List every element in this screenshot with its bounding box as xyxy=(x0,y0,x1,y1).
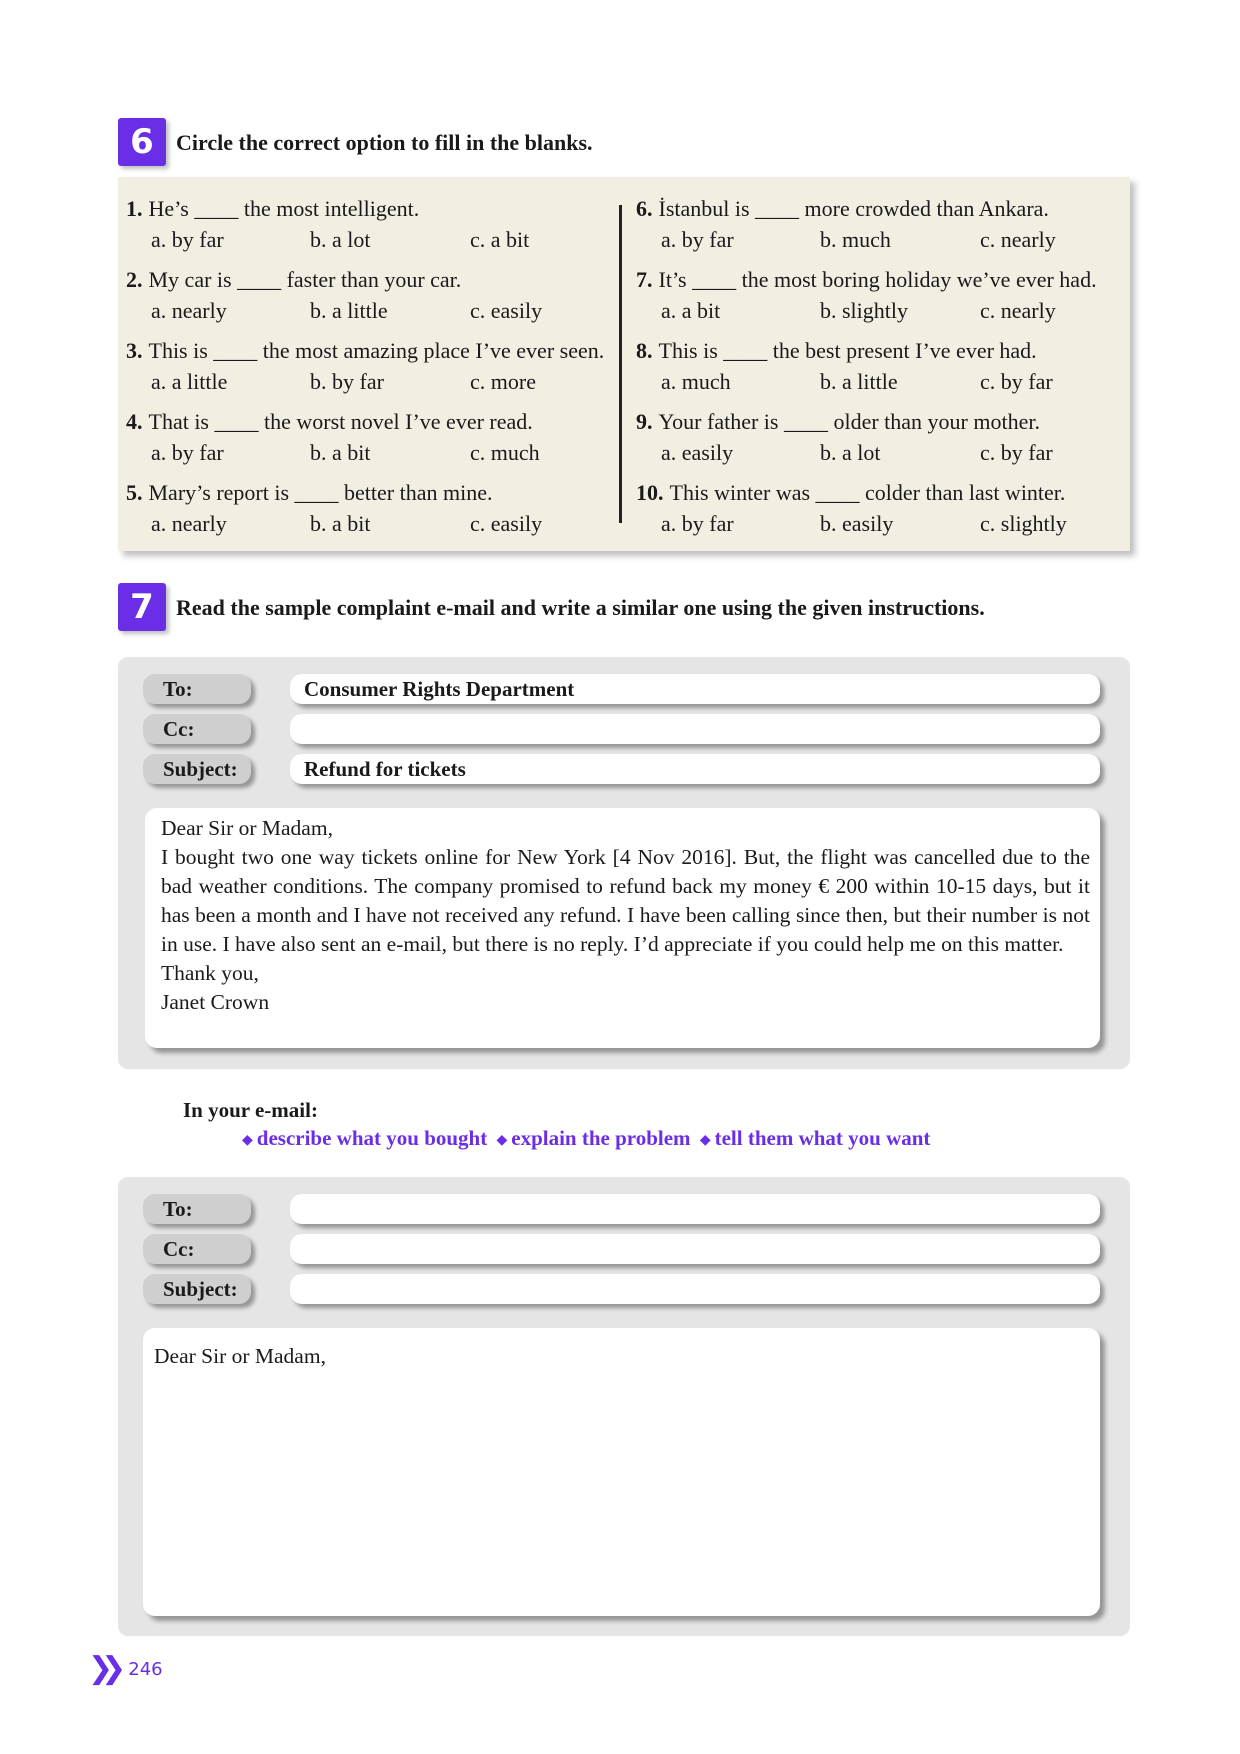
option-a[interactable]: a. easily xyxy=(661,439,734,465)
email-signature: Janet Crown xyxy=(161,990,270,1014)
question-text: İstanbul is ____ more crowded than Ankara. xyxy=(658,195,1049,221)
question-8 xyxy=(636,333,1131,404)
diamond-bullet-icon: ◆ xyxy=(496,1132,508,1148)
question-number: 9. xyxy=(636,408,653,434)
question-text: He’s ____ the most intelligent. xyxy=(148,195,420,221)
question-3 xyxy=(126,333,616,404)
option-b[interactable]: b. a little xyxy=(820,368,898,394)
question-text: This winter was ____ colder than last winter. xyxy=(669,479,1066,505)
option-a[interactable]: a. by far xyxy=(151,226,224,252)
sample-email-body xyxy=(145,808,1100,1048)
option-c[interactable]: c. nearly xyxy=(980,297,1056,323)
question-number: 5. xyxy=(126,479,143,505)
question-number: 4. xyxy=(126,408,143,434)
option-c[interactable]: c. much xyxy=(470,439,540,465)
email-greeting: Dear Sir or Madam, xyxy=(154,1344,326,1368)
tip-2: explain the problem xyxy=(511,1126,691,1150)
option-b[interactable]: b. a lot xyxy=(820,439,881,465)
question-number: 1. xyxy=(126,195,143,221)
question-number: 2. xyxy=(126,266,143,292)
question-9 xyxy=(636,404,1131,475)
option-c[interactable]: c. nearly xyxy=(980,226,1056,252)
exercise-6-badge: 6 xyxy=(118,118,166,166)
subject-label: Subject: xyxy=(143,754,251,784)
option-b[interactable]: b. a bit xyxy=(310,439,371,465)
question-text: This is ____ the best present I’ve ever had. xyxy=(658,337,1037,363)
exercise-6-instruction: Circle the correct option to fill in the blanks. xyxy=(176,130,593,155)
option-c[interactable]: c. easily xyxy=(470,297,543,323)
option-b[interactable]: b. a bit xyxy=(310,510,371,536)
subject-label: Subject: xyxy=(143,1274,251,1304)
question-text: My car is ____ faster than your car. xyxy=(148,266,462,292)
email-greeting: Dear Sir or Madam, xyxy=(161,816,333,840)
question-number: 10. xyxy=(636,479,664,505)
to-label: To: xyxy=(143,1194,251,1224)
diamond-bullet-icon: ◆ xyxy=(699,1132,711,1148)
exercise-7-badge: 7 xyxy=(118,583,166,631)
question-text: Your father is ____ older than your mother. xyxy=(658,408,1040,434)
option-b[interactable]: b. by far xyxy=(310,368,384,394)
option-a[interactable]: a. a little xyxy=(151,368,228,394)
tip-3: tell them what you want xyxy=(714,1126,931,1150)
question-number: 6. xyxy=(636,195,653,221)
option-c[interactable]: c. a bit xyxy=(470,226,530,252)
page-number-text: 246 xyxy=(128,1658,163,1680)
right-question-column xyxy=(636,191,1131,546)
cc-label: Cc: xyxy=(143,714,251,744)
question-number: 8. xyxy=(636,337,653,363)
question-7 xyxy=(636,262,1131,333)
question-1 xyxy=(126,191,616,262)
email-closing: Thank you, xyxy=(161,961,259,985)
question-text: This is ____ the most amazing place I’ve ever seen. xyxy=(148,337,605,363)
option-a[interactable]: a. nearly xyxy=(151,510,227,536)
question-2 xyxy=(126,262,616,333)
option-a[interactable]: a. much xyxy=(661,368,731,394)
in-your-email-heading: In your e-mail: xyxy=(183,1098,318,1122)
option-a[interactable]: a. by far xyxy=(661,510,734,536)
option-c[interactable]: c. by far xyxy=(980,368,1053,394)
question-4 xyxy=(126,404,616,475)
option-b[interactable]: b. a lot xyxy=(310,226,371,252)
tip-1: describe what you bought xyxy=(256,1126,488,1150)
to-field[interactable]: Consumer Rights Department xyxy=(290,674,1100,704)
question-text: Mary’s report is ____ better than mine. xyxy=(148,479,493,505)
to-label: To: xyxy=(143,674,251,704)
column-divider xyxy=(619,205,622,523)
cc-field[interactable] xyxy=(290,714,1100,744)
question-number: 7. xyxy=(636,266,653,292)
left-question-column xyxy=(126,191,616,546)
question-text: That is ____ the worst novel I’ve ever read. xyxy=(148,408,533,434)
exercise-7-instruction: Read the sample complaint e-mail and write a similar one using the given instructions. xyxy=(176,595,985,620)
subject-field[interactable]: Refund for tickets xyxy=(290,754,1100,784)
option-b[interactable]: b. much xyxy=(820,226,891,252)
question-5 xyxy=(126,475,616,546)
page-number xyxy=(88,1651,163,1686)
cc-label: Cc: xyxy=(143,1234,251,1264)
option-a[interactable]: a. a bit xyxy=(661,297,721,323)
option-b[interactable]: b. easily xyxy=(820,510,894,536)
subject-field[interactable] xyxy=(290,1274,1100,1304)
blank-email-body[interactable] xyxy=(143,1328,1100,1616)
option-c[interactable]: c. easily xyxy=(470,510,543,536)
option-c[interactable]: c. slightly xyxy=(980,510,1067,536)
option-b[interactable]: b. a little xyxy=(310,297,388,323)
email-paragraph: I bought two one way tickets online for New York [4 Nov 2016]. But, the flight was cancelled due to the bad weather conditions. The company promised to refund back my money € 200 within 10-15 days, but it has been a month and I have not received any refund. I have been calling since then, but their number is not in use. I have also sent an e-mail, but there is no reply. I’d appreciate if you could help me on this matter. xyxy=(161,845,1090,956)
option-a[interactable]: a. by far xyxy=(151,439,224,465)
to-field[interactable] xyxy=(290,1194,1100,1224)
question-number: 3. xyxy=(126,337,143,363)
email-tips xyxy=(242,1126,930,1151)
option-a[interactable]: a. by far xyxy=(661,226,734,252)
diamond-bullet-icon: ◆ xyxy=(242,1132,253,1148)
option-b[interactable]: b. slightly xyxy=(820,297,909,323)
cc-field[interactable] xyxy=(290,1234,1100,1264)
question-text: It’s ____ the most boring holiday we’ve ever had. xyxy=(658,266,1097,292)
double-chevron-icon: ❯❯ xyxy=(88,1651,115,1686)
question-10 xyxy=(636,475,1131,546)
option-c[interactable]: c. more xyxy=(470,368,536,394)
question-6 xyxy=(636,191,1131,262)
option-a[interactable]: a. nearly xyxy=(151,297,227,323)
option-c[interactable]: c. by far xyxy=(980,439,1053,465)
